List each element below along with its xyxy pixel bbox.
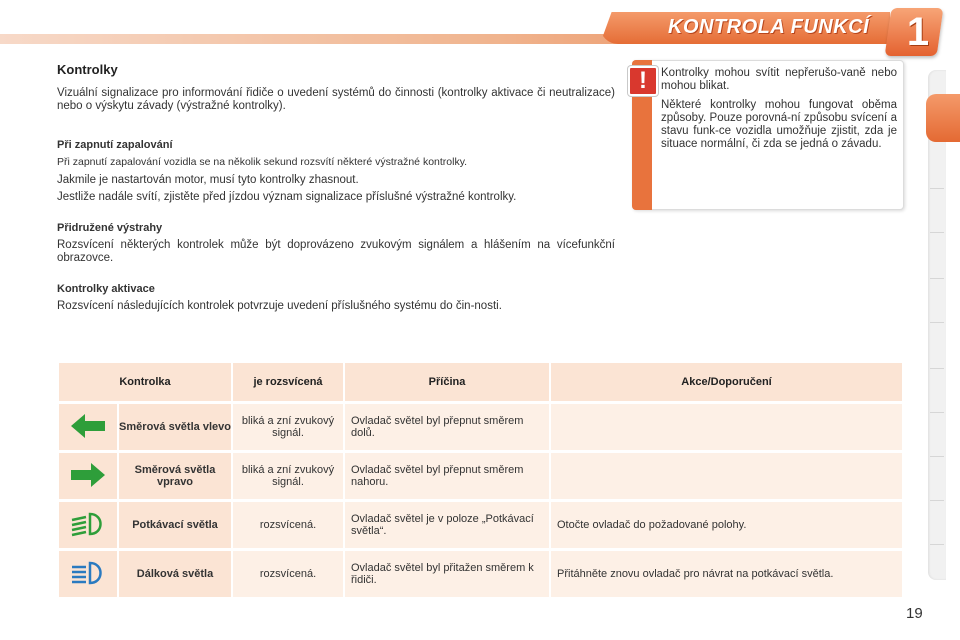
table-row xyxy=(59,453,902,499)
ignition-line-3: Jestliže nadále svítí, zjistěte před jízdou význam signalizace příslušné výstražné kontrolky. xyxy=(57,191,517,203)
table-row xyxy=(59,551,902,597)
page-title: KONTROLA FUNKCÍ xyxy=(668,16,870,38)
row-name: Směrová světla vlevo xyxy=(119,404,231,450)
side-tab-divider xyxy=(930,544,944,545)
row-cause: Ovladač světel je v poloze „Potkávací světla“. xyxy=(345,502,549,548)
row-name: Směrová světla vpravo xyxy=(119,453,231,499)
row-action xyxy=(551,453,902,499)
row-icon-cell xyxy=(59,551,117,597)
warning-lights-table xyxy=(57,360,904,600)
row-cause: Ovladač světel byl přepnut směrem nahoru. xyxy=(345,453,549,499)
arrow-left-icon xyxy=(69,412,107,440)
table-row xyxy=(59,502,902,548)
warning-para-1: Kontrolky mohou svítit nepřerušo-vaně nebo mohou blikat. xyxy=(661,67,897,92)
row-icon-cell xyxy=(59,502,117,548)
high-beam-icon xyxy=(68,559,108,587)
table-header-row xyxy=(59,363,902,401)
page-number: 19 xyxy=(906,605,923,622)
row-action: Přitáhněte znovu ovladač pro návrat na potkávací světla. xyxy=(551,551,902,597)
side-tab-active[interactable] xyxy=(926,94,960,142)
subheading-ignition: Při zapnutí zapalování xyxy=(57,139,173,151)
side-tab-divider xyxy=(930,456,944,457)
row-state: bliká a zní zvukový signál. xyxy=(233,453,343,499)
row-action: Otočte ovladač do požadované polohy. xyxy=(551,502,902,548)
side-tab-divider xyxy=(930,500,944,501)
chapter-number: 1 xyxy=(906,10,930,54)
side-tab-divider xyxy=(930,412,944,413)
low-beam-icon xyxy=(68,510,108,538)
row-action xyxy=(551,404,902,450)
col-header-action: Akce/Doporučení xyxy=(551,363,902,401)
ignition-line-1: Při zapnutí zapalování vozidla se na několik sekund rozsvítí některé výstražné kontrolky. xyxy=(57,156,468,168)
table-row xyxy=(59,404,902,450)
section-heading: Kontrolky xyxy=(57,62,118,77)
subheading-activation: Kontrolky aktivace xyxy=(57,283,155,295)
main-text xyxy=(57,62,615,313)
row-icon-cell xyxy=(59,404,117,450)
exclamation-icon: ! xyxy=(628,66,658,96)
row-name: Dálková světla xyxy=(119,551,231,597)
warning-text xyxy=(661,67,897,151)
row-cause: Ovladač světel byl přitažen směrem k řidiči. xyxy=(345,551,549,597)
side-tab-divider xyxy=(930,188,944,189)
side-tab-divider xyxy=(930,278,944,279)
row-name: Potkávací světla xyxy=(119,502,231,548)
alerts-line-1: Rozsvícení některých kontrolek může být doprovázeno zvukovým signálem a hlášením na vícefunkční obrazovce. xyxy=(57,239,615,264)
side-tab-divider xyxy=(930,232,944,233)
side-tab-strip xyxy=(928,70,946,580)
ignition-line-2: Jakmile je nastartován motor, musí tyto kontrolky zhasnout. xyxy=(57,174,359,186)
col-header-state: je rozsvícená xyxy=(233,363,343,401)
side-tab-divider xyxy=(930,368,944,369)
arrow-right-icon xyxy=(69,461,107,489)
side-tab-divider xyxy=(930,322,944,323)
activation-line-1: Rozsvícení následujících kontrolek potvrzuje uvedení příslušného systému do čin-nosti. xyxy=(57,300,502,312)
row-icon-cell xyxy=(59,453,117,499)
col-header-cause: Příčina xyxy=(345,363,549,401)
row-state: rozsvícená. xyxy=(233,551,343,597)
row-state: rozsvícená. xyxy=(233,502,343,548)
row-cause: Ovladač světel byl přepnut směrem dolů. xyxy=(345,404,549,450)
intro-paragraph: Vizuální signalizace pro informování řidiče o uvedení systémů do činnosti (kontrolky aktivace či neutralizace) nebo o výskytu závady (výstražné kontrolky). xyxy=(57,87,615,112)
col-header-light: Kontrolka xyxy=(59,363,231,401)
row-state: bliká a zní zvukový signál. xyxy=(233,404,343,450)
warning-para-2: Některé kontrolky mohou fungovat oběma způsoby. Pouze porovná-ní způsobu svícení a stavu funk-ce vozidla umožňuje zjistit, zda je situace normální, či zda se jedná o závadu. xyxy=(661,99,897,150)
subheading-alerts: Přidružené výstrahy xyxy=(57,222,163,234)
